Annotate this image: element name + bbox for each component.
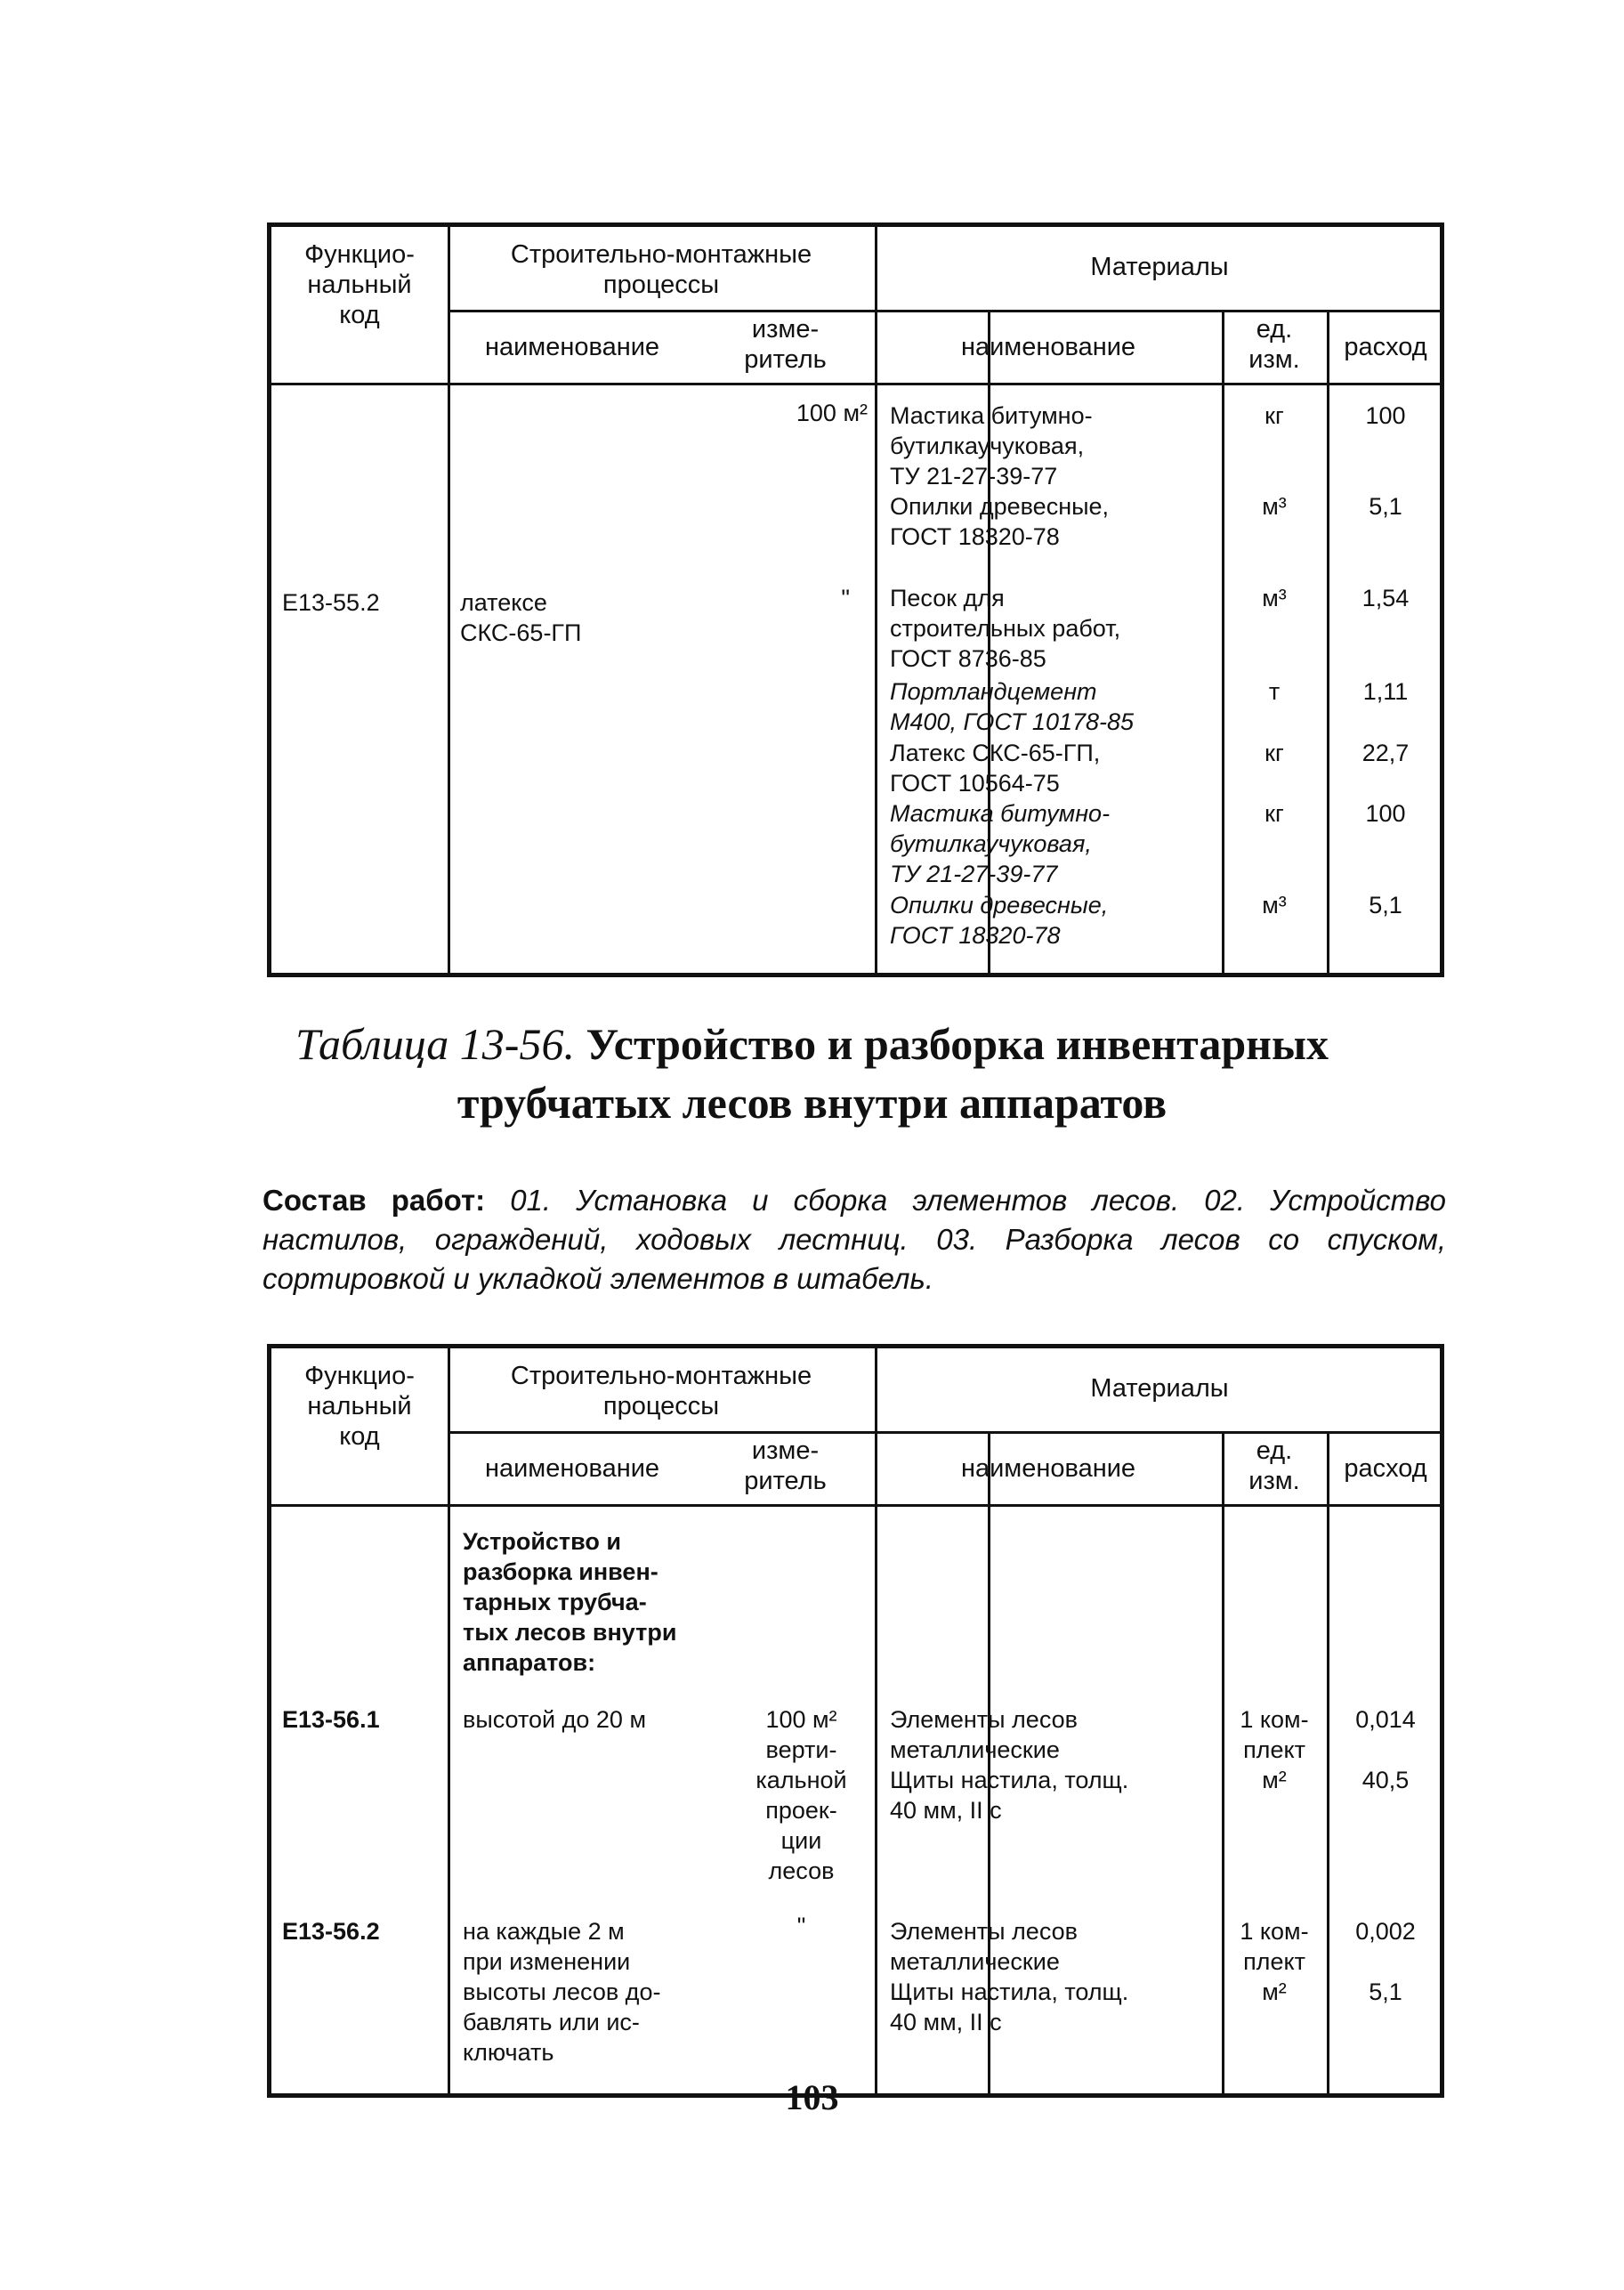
- section-title: Устройство и разборка инвен- тарных трубча- тых лесов внутри аппаратов:: [463, 1528, 677, 1676]
- material-unit: кг: [1264, 800, 1284, 827]
- material-name: Портландцемент М400, ГОСТ 10178-85: [890, 678, 1135, 735]
- header-materials: Материалы: [1090, 1374, 1229, 1403]
- header-processes: Строительно-монтажные процессы: [510, 1362, 812, 1420]
- material-name: Мастика битумно- бутилкаучуковая, ТУ 21-27-39-77: [890, 800, 1111, 887]
- row-meter: ": [796, 1913, 806, 1939]
- header-materials: Материалы: [1090, 253, 1229, 281]
- caption-line1: Устройство и разборка инвентарных: [586, 1019, 1329, 1069]
- row-meter-1: 100 м²: [796, 400, 868, 426]
- header-mat-unit: ед. изм.: [1248, 1436, 1300, 1495]
- header-proc-meter: изме- ритель: [744, 315, 827, 374]
- material-name: Опилки древесные, ГОСТ 18320-78: [890, 493, 1110, 550]
- row-rate: 0,002 5,1: [1355, 1918, 1416, 2005]
- row-code: Е13-56.2: [282, 1918, 380, 1945]
- work-composition: [263, 1181, 1446, 1299]
- work-text: 01. Установка и сборка элементов лесов. 02. Устройство настилов, ограждений, ходовых лестниц. 03. Разборка лесов со спуском, сортировкой и укладкой элементов в штабель.: [263, 1184, 1447, 1295]
- row-meter: 100 м² верти- кальной проек- ции лесов: [755, 1706, 847, 1884]
- material-unit: м³: [1262, 585, 1287, 611]
- row-rate: 0,014 40,5: [1355, 1706, 1416, 1793]
- header-mat-name: наименование: [960, 333, 1136, 361]
- row-proc-name: латексе СКС-65-ГП: [460, 589, 582, 646]
- header-mat-name: наименование: [960, 1454, 1136, 1483]
- material-name: Мастика битумно- бутилкаучуковая, ТУ 21-27-39-77: [890, 402, 1093, 490]
- material-rate: 1,11: [1362, 678, 1409, 705]
- row-meter-2: ": [841, 585, 850, 611]
- header-proc-name: наименование: [484, 1454, 660, 1483]
- material-unit: м³: [1262, 493, 1287, 520]
- header-func-code: Функцио- нальный код: [304, 240, 415, 329]
- header-mat-rate: расход: [1344, 333, 1427, 361]
- material-rate: 5,1: [1369, 892, 1402, 918]
- page-number: 103: [785, 2077, 839, 2117]
- material-rate: 1,54: [1361, 585, 1410, 611]
- header-proc-meter: изме- ритель: [744, 1436, 827, 1495]
- material-name: Латекс СКС-65-ГП, ГОСТ 10564-75: [890, 740, 1101, 797]
- table-caption: [0, 1015, 1624, 1132]
- material-name: Опилки древесные, ГОСТ 18320-78: [890, 892, 1109, 949]
- row-unit: 1 ком- плект м²: [1240, 1706, 1309, 1793]
- material-unit: кг: [1264, 740, 1284, 766]
- material-name: Песок для строительных работ, ГОСТ 8736-85: [890, 585, 1121, 672]
- material-rate: 100: [1365, 402, 1406, 429]
- material-unit: кг: [1264, 402, 1284, 429]
- row-unit: 1 ком- плект м²: [1240, 1918, 1309, 2005]
- row-material: Элементы лесов металлические Щиты настила, толщ. 40 мм, II с: [890, 1706, 1129, 1824]
- material-unit: м³: [1262, 892, 1287, 918]
- material-rate: 22,7: [1361, 740, 1410, 766]
- material-unit: т: [1268, 678, 1281, 705]
- table-bottom: [267, 1344, 1444, 2098]
- material-rate: 5,1: [1369, 493, 1402, 520]
- work-label: Состав работ:: [263, 1184, 486, 1217]
- table-top: [267, 223, 1444, 977]
- row-code: Е13-55.2: [282, 589, 380, 616]
- row-material: Элементы лесов металлические Щиты настила, толщ. 40 мм, II с: [890, 1918, 1129, 2035]
- header-proc-name: наименование: [484, 333, 660, 361]
- caption-label: Таблица 13-56.: [295, 1019, 575, 1069]
- material-rate: 100: [1365, 800, 1406, 827]
- row-proc-name: на каждые 2 м при изменении высоты лесов до- бавлять или ис- ключать: [463, 1918, 661, 2066]
- row-code: Е13-56.1: [282, 1706, 380, 1733]
- header-mat-rate: расход: [1344, 1454, 1427, 1483]
- caption-line2: трубчатых лесов внутри аппаратов: [456, 1078, 1168, 1128]
- row-proc-name: высотой до 20 м: [463, 1706, 647, 1733]
- header-processes: Строительно-монтажные процессы: [510, 240, 812, 299]
- header-func-code: Функцио- нальный код: [304, 1362, 415, 1451]
- header-mat-unit: ед. изм.: [1248, 315, 1300, 374]
